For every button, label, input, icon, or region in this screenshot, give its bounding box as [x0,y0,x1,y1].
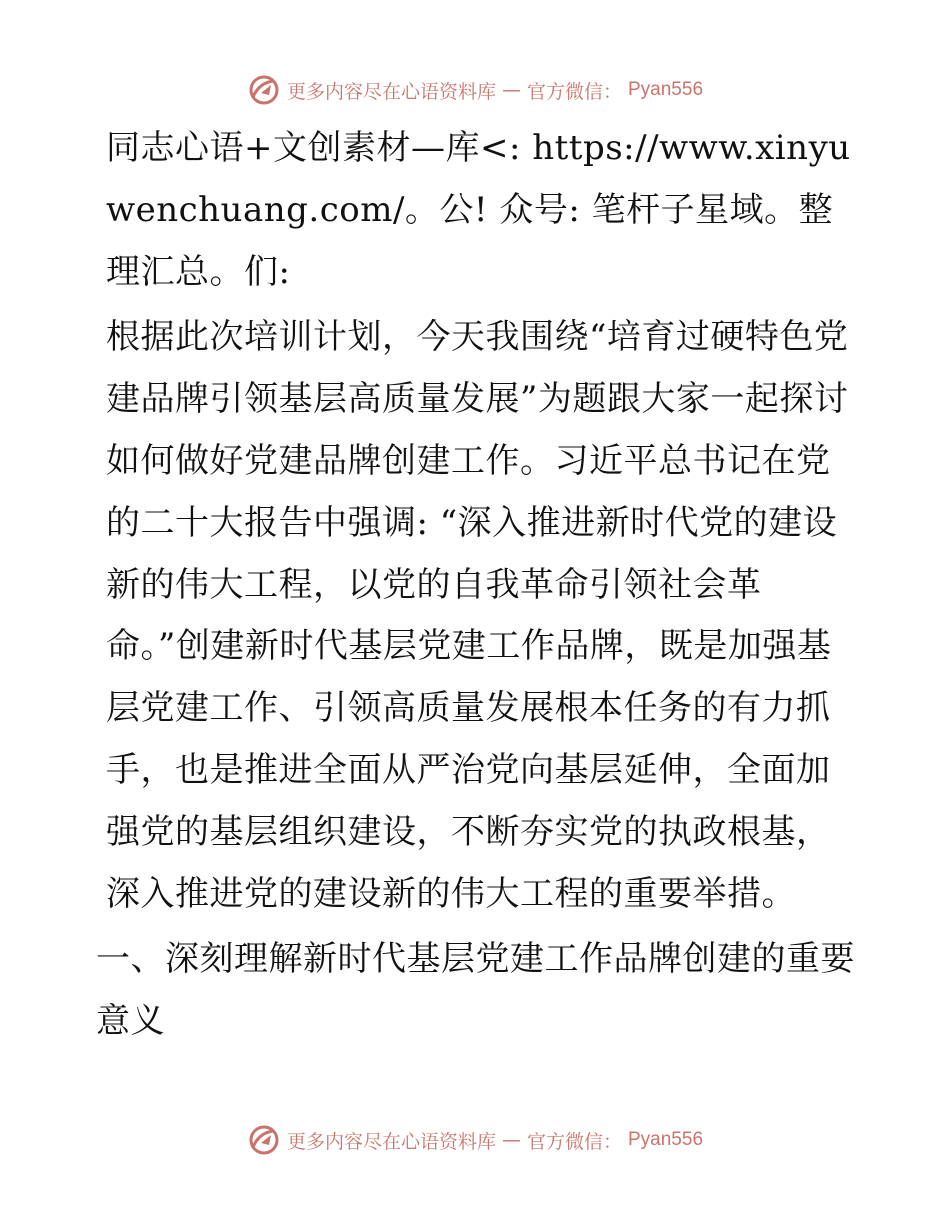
banner-main-text: 更多内容尽在心语资料库 [286,1130,496,1153]
xinyu-logo-icon [247,73,281,107]
footer-watermark-banner [0,1122,950,1158]
body-paragraph: 根据此次培训计划，今天我围绕“培育过硬特色党建品牌引领基层高质量发展”为题跟大家一起探讨如何做好党建品牌创建工作。习近平总书记在党的二十大报告中强调: “深入推进新时代党的建设新的伟大工程，以党的自我革命引领社会革命。”创建新时代基层党建工作品牌，既是加强基层党建工作、引领高质量发展根本任务的有力抓手，也是推进全面从严治党向基层延伸，全面加强党的基层组织建设，不断夯实党的执政根基，深入推进党的建设新的伟大工程的重要举措。 [106,317,849,914]
banner-label: 官方微信： [526,80,622,103]
banner-dash: — [501,1129,521,1151]
banner-account: Pyan556 [628,79,704,100]
xinyu-logo-icon [247,1123,281,1157]
document-body [96,118,856,1053]
section-heading: 一、深刻理解新时代基层党建工作品牌创建的重要意义 [96,939,855,1042]
banner-account: Pyan556 [628,1129,704,1150]
banner-dash: — [501,79,521,101]
header-watermark-banner [0,72,950,108]
intro-paragraph: 同志心语+文创素材—库<: https://www.xinyuwenchuang.com/。公! 众号: 笔杆子星域。整理汇总。们: [106,128,851,292]
banner-main-text: 更多内容尽在心语资料库 [286,80,496,103]
banner-label: 官方微信： [526,1130,622,1153]
